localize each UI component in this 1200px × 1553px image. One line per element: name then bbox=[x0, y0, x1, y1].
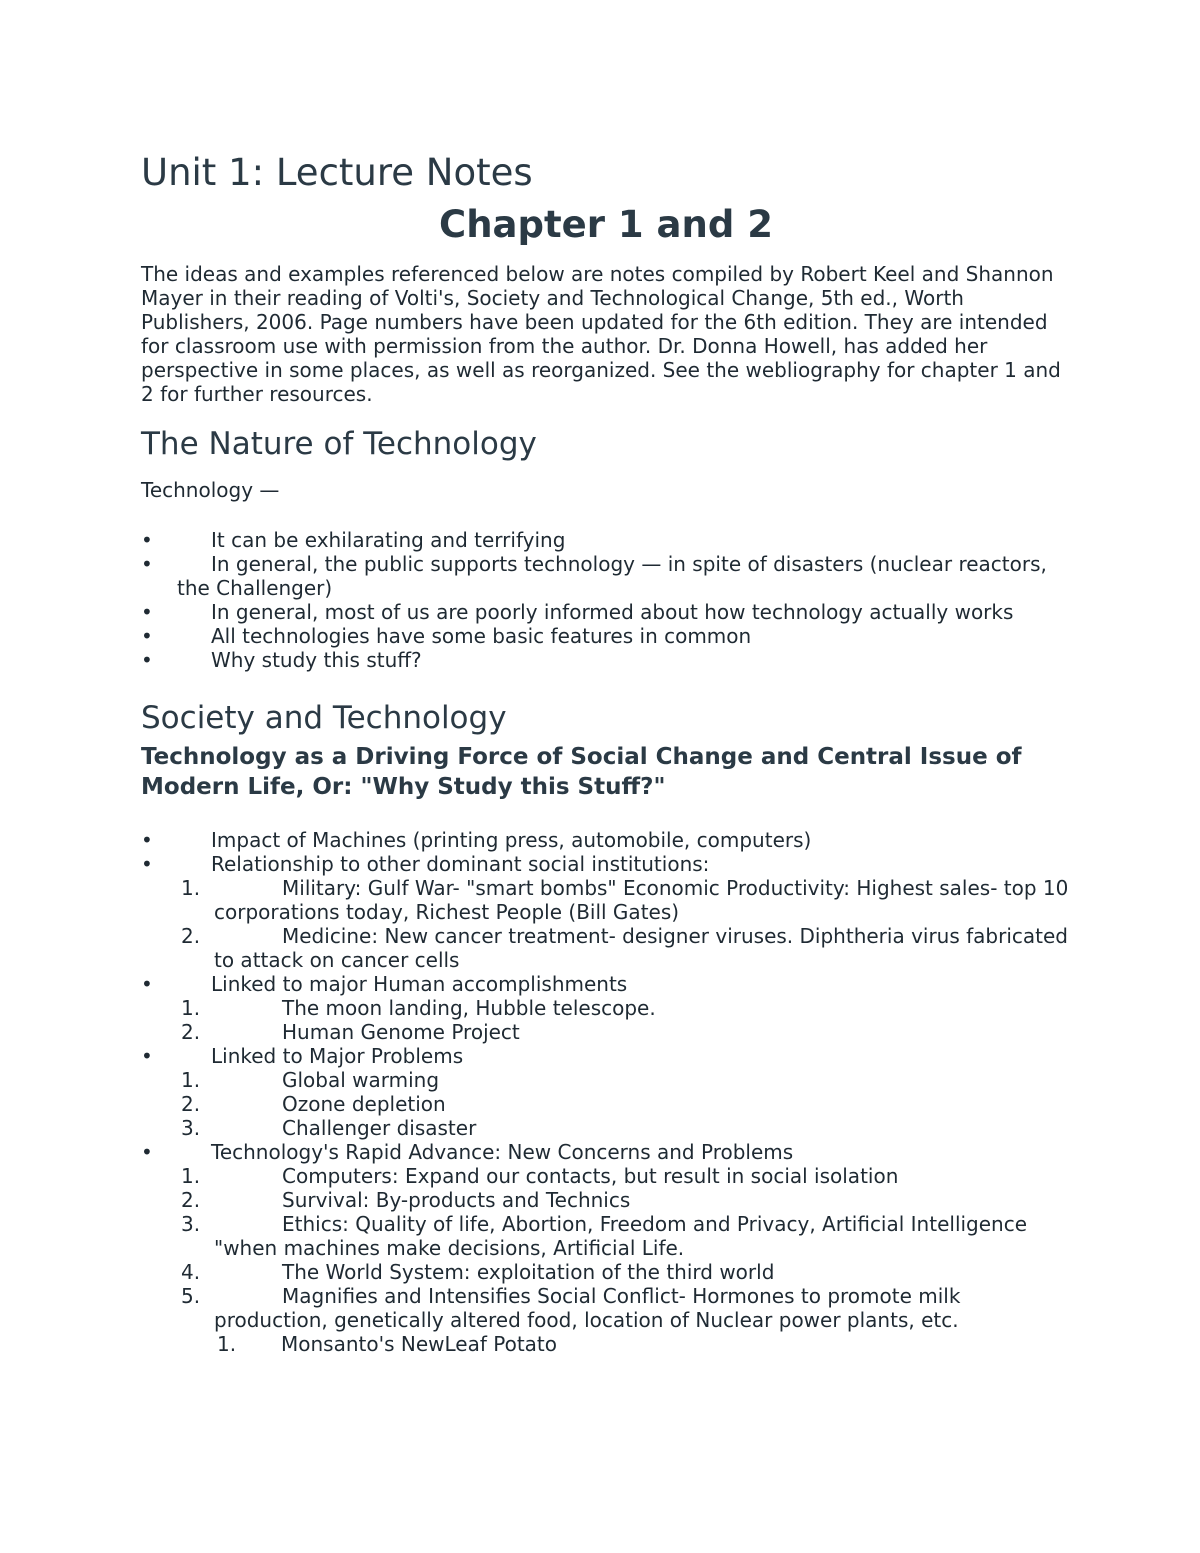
list-item-text: Technology's Rapid Advance: New Concerns and Problems bbox=[211, 1140, 794, 1164]
bullet-marker: • bbox=[141, 552, 153, 576]
number-marker: 2. bbox=[181, 924, 201, 948]
document-content bbox=[141, 152, 1071, 1356]
list-item-text: Challenger disaster bbox=[282, 1116, 477, 1140]
number-marker: 1. bbox=[181, 876, 201, 900]
list-item-text: Ethics: Quality of life, Abortion, Freedom and Privacy, Artificial Intelligence "when machines make decisions, Artificial Life. bbox=[214, 1212, 1028, 1260]
number-marker: 4. bbox=[181, 1260, 201, 1284]
list-item-text: Magnifies and Intensifies Social Conflict- Hormones to promote milk production, genetically altered food, location of Nuclear power plants, etc. bbox=[214, 1284, 961, 1332]
document-subtitle: Chapter 1 and 2 bbox=[439, 203, 773, 246]
list-item-text: Linked to major Human accomplishments bbox=[211, 972, 628, 996]
list-item bbox=[141, 1188, 1071, 1212]
bullet-marker: • bbox=[141, 528, 153, 552]
list-item-text: It can be exhilarating and terrifying bbox=[211, 528, 566, 552]
intro-paragraph: The ideas and examples referenced below are notes compiled by Robert Keel and Shannon Mayer in their reading of Volti's, Society and Technological Change, 5th ed., Worth Publishers, 2006. Page numbers have been updated for the 6th edition. They are intended for classroom use with permission from the author. Dr. Donna Howell, has added her perspective in some places, as well as reorganized. See the webliography for chapter 1 and 2 for further resources. bbox=[141, 262, 1061, 406]
list-item bbox=[141, 996, 1071, 1020]
list-item-text: Relationship to other dominant social institutions: bbox=[211, 852, 710, 876]
list-item-text: Impact of Machines (printing press, automobile, computers) bbox=[211, 828, 812, 852]
list-item bbox=[141, 972, 1071, 996]
list-item-text: Human Genome Project bbox=[282, 1020, 520, 1044]
section-subheading-driving-force: Technology as a Driving Force of Social Change and Central Issue of Modern Life, Or: "Why Study this Stuff?" bbox=[141, 744, 1022, 800]
technology-lead: Technology — bbox=[141, 478, 280, 502]
number-marker: 1. bbox=[181, 1164, 201, 1188]
number-marker: 2. bbox=[181, 1020, 201, 1044]
list-item bbox=[141, 552, 1071, 600]
bullet-marker: • bbox=[141, 600, 153, 624]
list-item bbox=[141, 1332, 1071, 1356]
list-item bbox=[141, 1116, 1071, 1140]
list-item bbox=[141, 876, 1071, 924]
list-item bbox=[141, 924, 1071, 972]
list-item bbox=[141, 828, 1071, 852]
list-item-text: Survival: By-products and Technics bbox=[282, 1188, 631, 1212]
list-item bbox=[141, 528, 1071, 552]
list-item bbox=[141, 1212, 1071, 1260]
bullet-marker: • bbox=[141, 1140, 153, 1164]
society-outline-list bbox=[141, 828, 1071, 1356]
number-marker: 2. bbox=[181, 1188, 201, 1212]
bullet-marker: • bbox=[141, 648, 153, 672]
list-item bbox=[141, 1164, 1071, 1188]
number-marker: 1. bbox=[181, 996, 201, 1020]
list-item bbox=[141, 1020, 1071, 1044]
bullet-marker: • bbox=[141, 624, 153, 648]
list-item-text: Medicine: New cancer treatment- designer viruses. Diphtheria virus fabricated to attack on cancer cells bbox=[214, 924, 1068, 972]
list-item bbox=[141, 1044, 1071, 1068]
number-marker: 3. bbox=[181, 1116, 201, 1140]
list-item-text: The World System: exploitation of the third world bbox=[282, 1260, 775, 1284]
section-heading-society-and-technology: Society and Technology bbox=[141, 700, 507, 736]
number-marker: 3. bbox=[181, 1212, 201, 1236]
list-item bbox=[141, 624, 1071, 648]
nature-bullet-list bbox=[141, 528, 1071, 672]
list-item bbox=[141, 1260, 1071, 1284]
list-item-text: In general, most of us are poorly informed about how technology actually works bbox=[211, 600, 1014, 624]
list-item bbox=[141, 1068, 1071, 1092]
list-item-text: In general, the public supports technology — in spite of disasters (nuclear reactors, the Challenger) bbox=[177, 552, 1047, 600]
bullet-marker: • bbox=[141, 972, 153, 996]
number-marker: 5. bbox=[181, 1284, 201, 1308]
list-item-text: Global warming bbox=[282, 1068, 440, 1092]
document-title: Unit 1: Lecture Notes bbox=[141, 151, 533, 194]
section-heading-nature-of-technology: The Nature of Technology bbox=[141, 426, 537, 462]
list-item-text: Military: Gulf War- "smart bombs" Economic Productivity: Highest sales- top 10 corporations today, Richest People (Bill Gates) bbox=[214, 876, 1069, 924]
bullet-marker: • bbox=[141, 852, 153, 876]
list-item bbox=[141, 1092, 1071, 1116]
list-item-text: Monsanto's NewLeaf Potato bbox=[281, 1332, 558, 1356]
list-item bbox=[141, 1284, 1071, 1332]
list-item-text: Why study this stuff? bbox=[211, 648, 422, 672]
list-item-text: The moon landing, Hubble telescope. bbox=[282, 996, 656, 1020]
bullet-marker: • bbox=[141, 1044, 153, 1068]
list-item-text: All technologies have some basic features in common bbox=[211, 624, 752, 648]
list-item bbox=[141, 600, 1071, 624]
list-item-text: Linked to Major Problems bbox=[211, 1044, 464, 1068]
list-item bbox=[141, 648, 1071, 672]
number-marker: 1. bbox=[181, 1068, 201, 1092]
number-marker: 2. bbox=[181, 1092, 201, 1116]
list-item bbox=[141, 1140, 1071, 1164]
list-item-text: Computers: Expand our contacts, but result in social isolation bbox=[282, 1164, 899, 1188]
bullet-marker: • bbox=[141, 828, 153, 852]
list-item-text: Ozone depletion bbox=[282, 1092, 446, 1116]
list-item bbox=[141, 852, 1071, 876]
number-marker: 1. bbox=[217, 1332, 237, 1356]
